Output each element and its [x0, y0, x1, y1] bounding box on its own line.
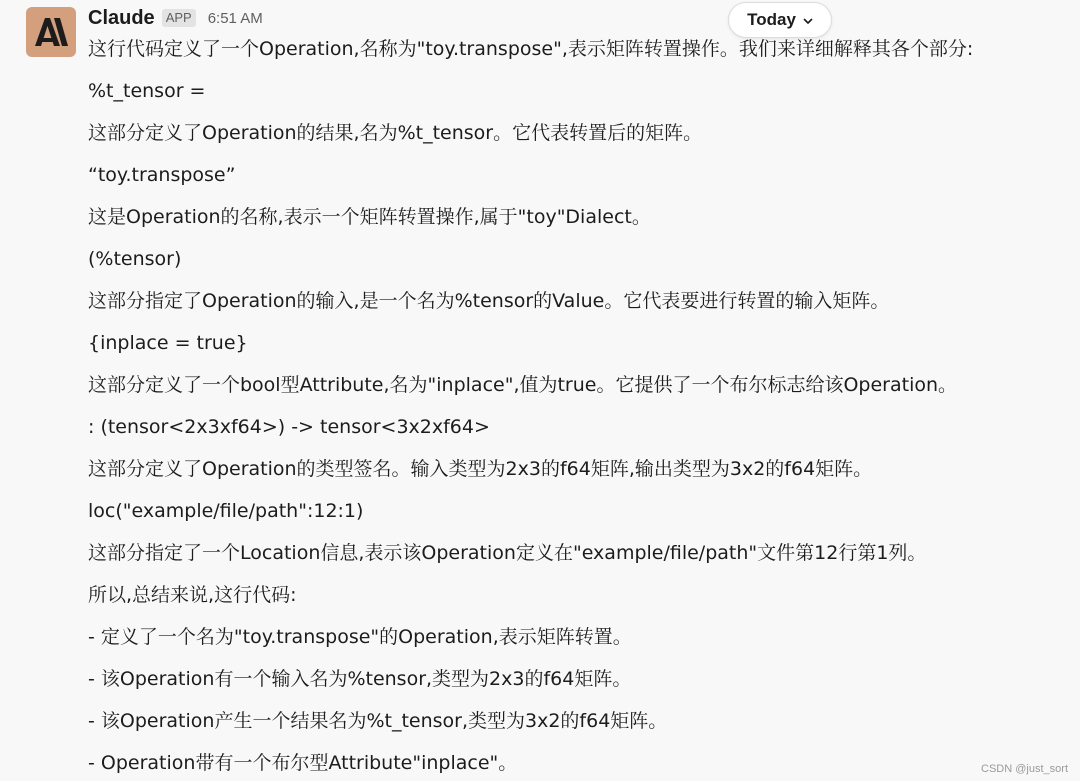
message-line: (%tensor)	[88, 248, 182, 270]
watermark: CSDN @just_sort	[981, 763, 1068, 775]
chevron-down-icon	[803, 10, 813, 30]
app-badge: APP	[162, 9, 196, 27]
message-line: %t_tensor =	[88, 80, 206, 102]
avatar[interactable]	[26, 7, 76, 57]
message-line: 这部分指定了一个Location信息,表示该Operation定义在"example/file/path"文件第12行第1列。	[88, 542, 927, 564]
message-line: - 该Operation有一个输入名为%tensor,类型为2x3的f64矩阵。	[88, 668, 632, 690]
message-line: - 该Operation产生一个结果名为%t_tensor,类型为3x2的f64矩阵。	[88, 710, 668, 732]
message-line: {inplace = true}	[88, 332, 248, 354]
message-header	[88, 6, 263, 30]
anthropic-logo-icon	[33, 17, 69, 47]
message-line: 这部分定义了Operation的类型签名。输入类型为2x3的f64矩阵,输出类型为3x2的f64矩阵。	[88, 458, 873, 480]
message-line: 这部分定义了一个bool型Attribute,名为"inplace",值为true。它提供了一个布尔标志给该Operation。	[88, 374, 958, 396]
message-line: - 定义了一个名为"toy.transpose"的Operation,表示矩阵转置。	[88, 626, 632, 648]
message-line: “toy.transpose”	[88, 164, 236, 186]
message-line: loc("example/file/path":12:1)	[88, 500, 364, 522]
message-line: 这行代码定义了一个Operation,名称为"toy.transpose",表示矩阵转置操作。我们来详细解释其各个部分:	[88, 38, 974, 60]
message-line: 这是Operation的名称,表示一个矩阵转置操作,属于"toy"Dialect。	[88, 206, 651, 228]
date-divider-label: Today	[747, 10, 796, 29]
message-body	[88, 28, 1068, 781]
message-line: - Operation带有一个布尔型Attribute"inplace"。	[88, 752, 518, 774]
message-timestamp[interactable]: 6:51 AM	[207, 9, 263, 27]
message-line: : (tensor<2x3xf64>) -> tensor<3x2xf64>	[88, 416, 490, 438]
message-line: 这部分指定了Operation的输入,是一个名为%tensor的Value。它代表要进行转置的输入矩阵。	[88, 290, 890, 312]
message-line: 这部分定义了Operation的结果,名为%t_tensor。它代表转置后的矩阵。	[88, 122, 703, 144]
sender-name[interactable]: Claude	[88, 6, 155, 29]
message-line: 所以,总结来说,这行代码:	[88, 584, 297, 606]
